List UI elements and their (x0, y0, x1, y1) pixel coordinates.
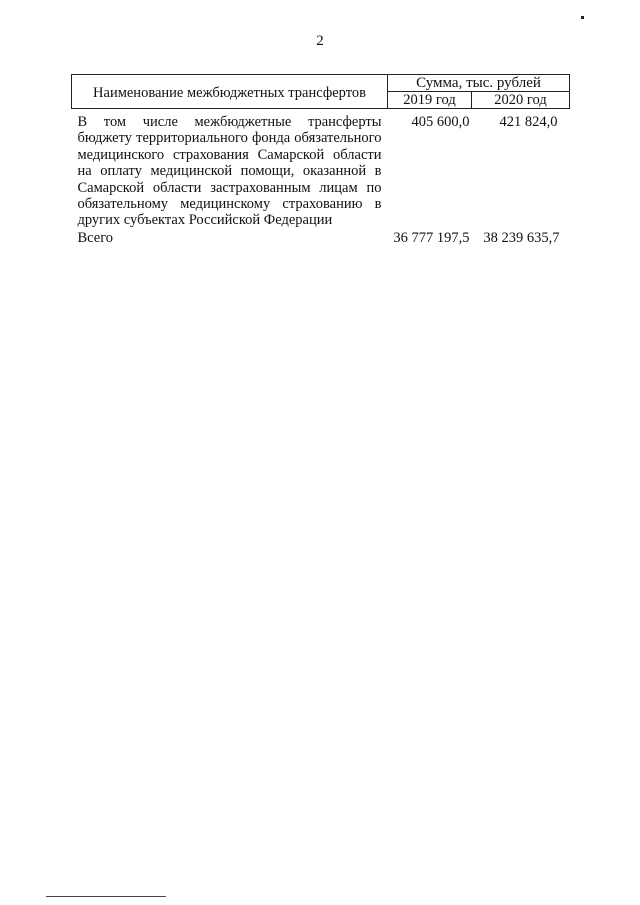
row-value-2020: 421 824,0 (499, 114, 558, 130)
column-header-2019: 2019 год (388, 92, 472, 109)
total-value-2019: 36 777 197,5 (393, 229, 470, 246)
total-label: Всего (77, 229, 114, 246)
column-header-sum: Сумма, тыс. рублей (388, 75, 570, 92)
scan-dot-mark (581, 16, 584, 19)
footer-rule (46, 896, 166, 897)
page-number: 2 (316, 33, 324, 49)
column-header-2020: 2020 год (472, 92, 570, 109)
table-row (72, 109, 570, 229)
row-name: В том числе межбюджетные трансферты бюджету территориального фонда обязательного медицинского страхования Самарской области на оплату медицинской помощи, оказанной в Самарской области застрахованным лицам по обязательному медицинскому страхованию в других субъектах Российской Федерации (77, 114, 382, 229)
transfers-table (71, 74, 570, 246)
column-header-name: Наименование межбюджетных трансфертов (72, 75, 388, 109)
row-value-2019: 405 600,0 (411, 114, 470, 130)
total-row (72, 229, 570, 246)
total-value-2020: 38 239 635,7 (483, 229, 560, 246)
